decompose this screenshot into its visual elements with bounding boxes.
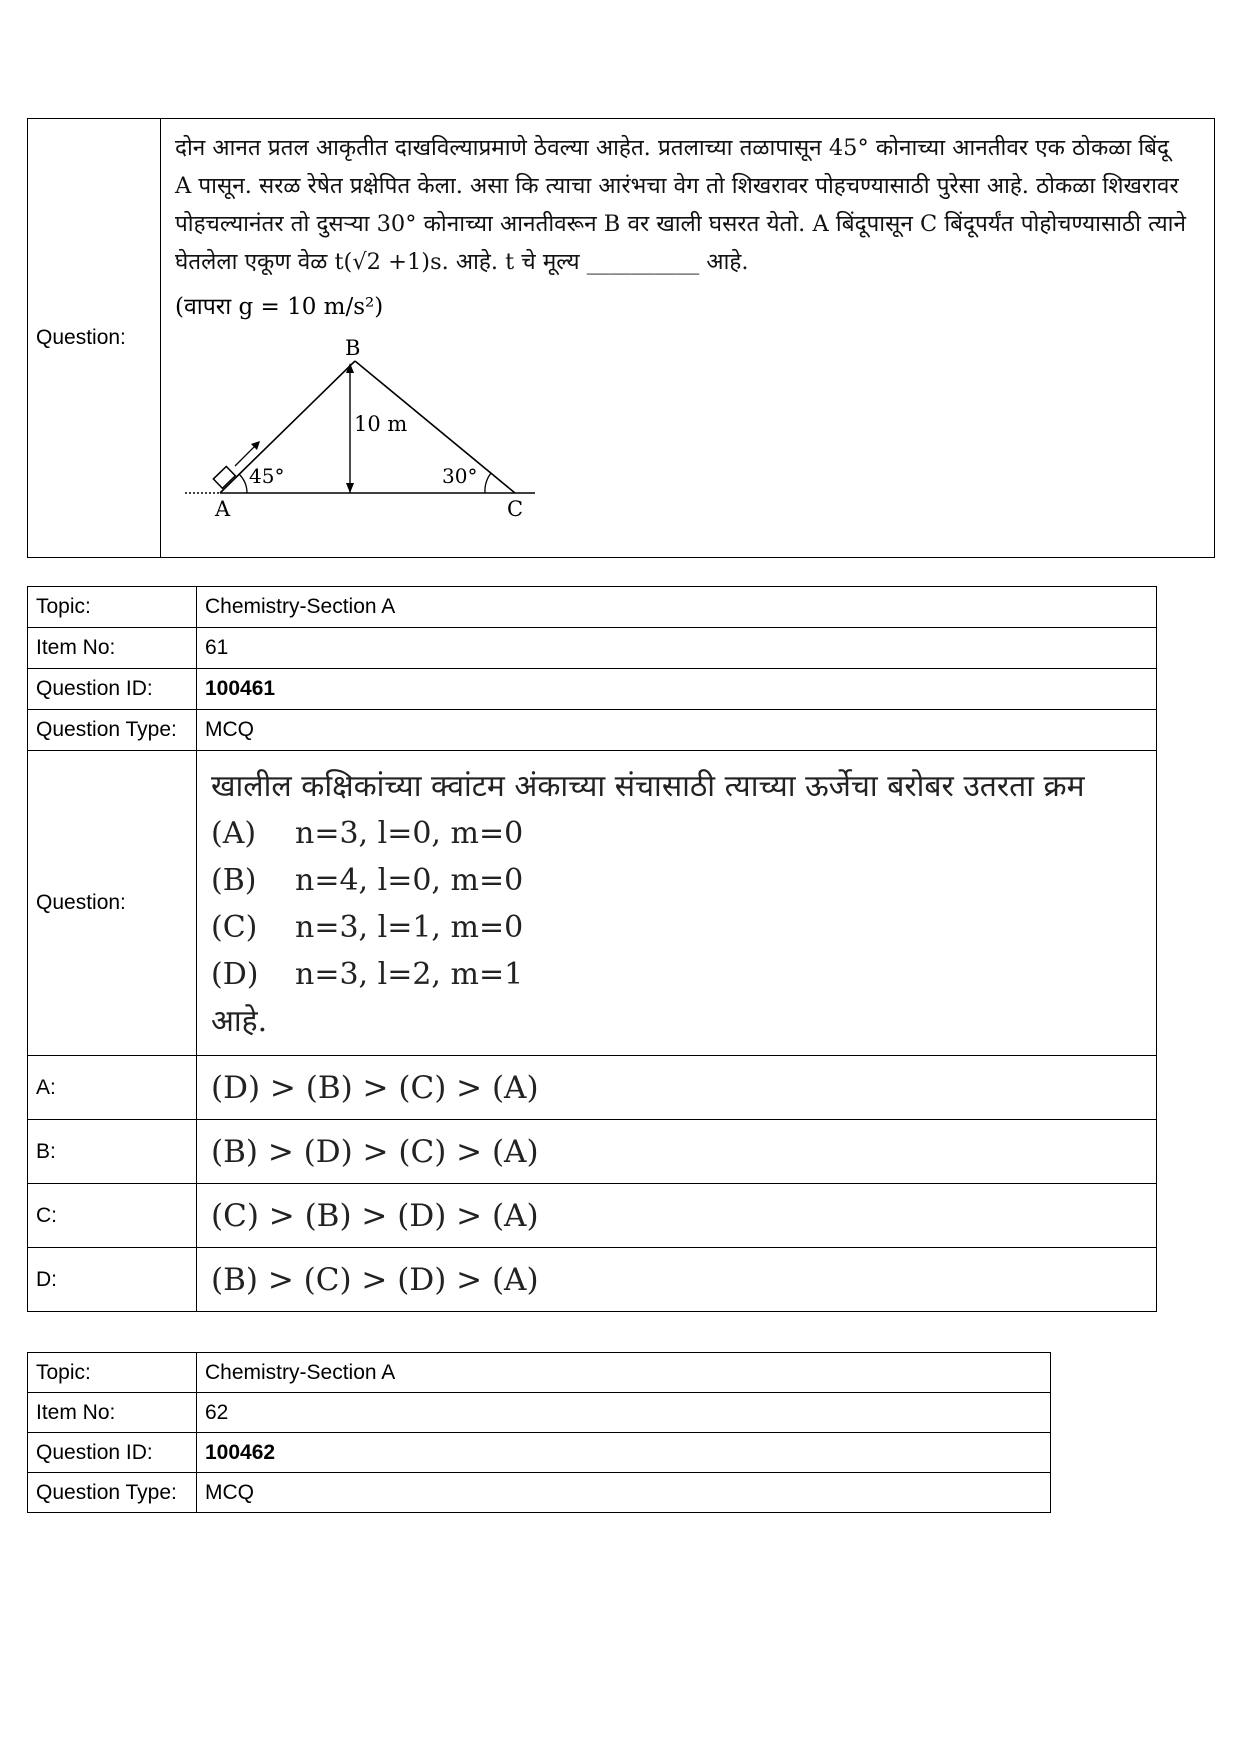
angle-30-label: 30° (442, 464, 478, 488)
question-id-label: Question ID: (28, 1433, 197, 1473)
answer-row-b (28, 1120, 1157, 1184)
question-id-value: 100461 (197, 669, 1157, 710)
velocity-arrow (235, 444, 257, 466)
answer-cell (197, 1056, 1157, 1120)
prev-question-row (28, 119, 1215, 558)
item-label: Item No: (28, 1393, 197, 1433)
question-text (205, 751, 1148, 1055)
option-text: n=3, l=0, m=0 (295, 816, 524, 851)
option-text: n=3, l=1, m=0 (295, 910, 524, 945)
question-type-value: MCQ (197, 710, 1157, 751)
option-text: n=4, l=0, m=0 (295, 863, 524, 898)
question-62-table (27, 1352, 1051, 1513)
height-label: 10 m (354, 412, 408, 436)
question-type-label: Question Type: (28, 1473, 197, 1513)
angle-45-label: 45° (249, 464, 285, 488)
question-id-row (28, 669, 1157, 710)
question-line: A पासून. सरळ रेषेत प्रक्षेपित केला. असा कि त्याचा आरंभचा वेग तो शिखरावर पोहचण्यासाठी पुरेसा आहे. ठोकळा शिखरावर (175, 173, 1179, 199)
answer-cell (197, 1184, 1157, 1248)
item-row (28, 628, 1157, 669)
question-row (28, 751, 1157, 1056)
topic-value: Chemistry-Section A (197, 1353, 1051, 1393)
topic-label: Topic: (28, 1353, 197, 1393)
question-stem-end: आहे. (211, 1004, 268, 1039)
question-content (161, 119, 1215, 558)
item-value: 62 (197, 1393, 1051, 1433)
question-label: Question: (28, 751, 197, 1056)
block-shape (213, 466, 235, 488)
question-type-row (28, 710, 1157, 751)
topic-row (28, 587, 1157, 628)
question-line: पोहचल्यानंतर तो दुसऱ्या 30° कोनाच्या आनतीवरून B वर खाली घसरत येतो. A बिंदूपासून C बिंदूपर्यंत पोहोचण्यासाठी त्याने (175, 211, 1186, 237)
question-stem: खालील कक्षिकांच्या क्वांटम अंकाच्या संचासाठी त्याच्या ऊर्जेचा बरोबर उतरता क्रम (211, 769, 1085, 804)
topic-row (28, 1353, 1051, 1393)
answer-row-c (28, 1184, 1157, 1248)
item-value: 61 (197, 628, 1157, 669)
answer-label: A: (28, 1056, 197, 1120)
prev-question-table (27, 118, 1215, 558)
answer-text: (D) > (B) > (C) > (A) (211, 1069, 539, 1106)
option-key: (D) (211, 957, 259, 992)
height-arrow-down (346, 483, 354, 493)
question-id-label: Question ID: (28, 669, 197, 710)
gravity-note: (वापरा g = 10 m/s²) (175, 294, 384, 320)
topic-value: Chemistry-Section A (197, 587, 1157, 628)
item-label: Item No: (28, 628, 197, 669)
label-a: A (215, 497, 231, 521)
question-content (197, 751, 1157, 1056)
angle-45-arc (239, 474, 247, 493)
question-line: घेतलेला एकूण वेळ t(√2 +1)s. आहे. t चे मूल्य __________ आहे. (175, 249, 749, 275)
inclined-planes-diagram (185, 331, 585, 526)
option-row (211, 951, 1148, 998)
answer-label: C: (28, 1184, 197, 1248)
answer-text: (B) > (D) > (C) > (A) (211, 1133, 539, 1170)
answer-label: D: (28, 1248, 197, 1312)
option-row (211, 810, 1148, 857)
question-id-row (28, 1433, 1051, 1473)
incline-45-line (220, 361, 355, 493)
label-c: C (507, 497, 524, 521)
question-61-table (27, 586, 1157, 1312)
answer-text: (C) > (B) > (D) > (A) (211, 1197, 539, 1234)
question-id-value: 100462 (197, 1433, 1051, 1473)
label-b: B (345, 336, 361, 360)
angle-30-arc (485, 473, 491, 493)
answer-row-a (28, 1056, 1157, 1120)
question-type-label: Question Type: (28, 710, 197, 751)
option-key: (B) (211, 863, 257, 898)
option-row (211, 904, 1148, 951)
question-label: Question: (28, 119, 161, 558)
option-key: (A) (211, 816, 257, 851)
option-row (211, 857, 1148, 904)
option-key: (C) (211, 910, 258, 945)
question-text (175, 129, 1200, 281)
answer-label: B: (28, 1120, 197, 1184)
answer-cell (197, 1120, 1157, 1184)
answer-text: (B) > (C) > (D) > (A) (211, 1261, 539, 1298)
question-line: दोन आनत प्रतल आकृतीत दाखविल्याप्रमाणे ठेवल्या आहेत. प्रतलाच्या तळापासून 45° कोनाच्या आनतीवर एक ठोकळा बिंदू (175, 135, 1169, 161)
question-type-value: MCQ (197, 1473, 1051, 1513)
topic-label: Topic: (28, 587, 197, 628)
option-text: n=3, l=2, m=1 (295, 957, 524, 992)
item-row (28, 1393, 1051, 1433)
question-type-row (28, 1473, 1051, 1513)
answer-row-d (28, 1248, 1157, 1312)
answer-cell (197, 1248, 1157, 1312)
